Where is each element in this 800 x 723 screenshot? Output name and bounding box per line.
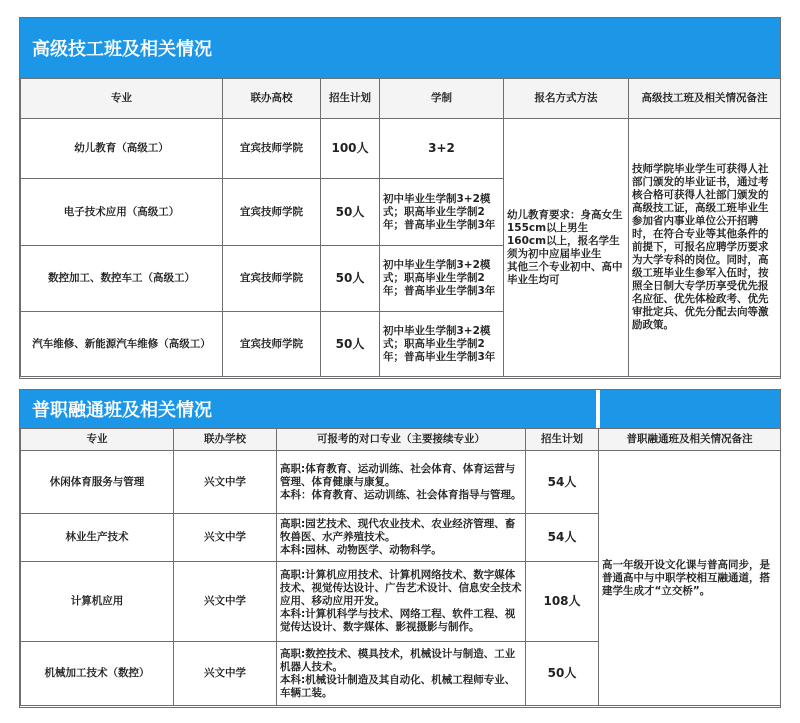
system-cell: 初中毕业生学制3+2模式；职高毕业生学制2年；普高毕业生学制3年: [380, 312, 504, 377]
plan-cell: 50人: [321, 312, 380, 377]
major-cell: 机械加工技术（数控）: [21, 642, 174, 706]
system-cell: 3+2: [380, 119, 504, 179]
target-majors-cell: 高职:园艺技术、现代农业技术、农业经济管理、畜牧兽医、水产养殖技术。 本科:园林、动物医学、动物科学。: [277, 514, 526, 562]
school-cell: 宜宾技师学院: [223, 246, 321, 312]
header-signup: 报名方式方法: [504, 79, 629, 119]
header-major: 专业: [21, 79, 223, 119]
general-vocational-table: [20, 428, 781, 706]
plan-cell: 50人: [526, 642, 599, 706]
title-banner-extension: [600, 390, 780, 428]
school-cell: 宜宾技师学院: [223, 312, 321, 377]
header-system: 学制: [380, 79, 504, 119]
header-plan: 招生计划: [526, 429, 599, 451]
plan-cell: 108人: [526, 562, 599, 642]
header-remarks: 普职融通班及相关情况备注: [599, 429, 781, 451]
major-cell: 计算机应用: [21, 562, 174, 642]
advanced-technician-table: [20, 78, 781, 377]
school-cell: 兴文中学: [174, 451, 277, 514]
header-school: 联办高校: [223, 79, 321, 119]
school-cell: 宜宾技师学院: [223, 119, 321, 179]
major-cell: 汽车维修、新能源汽车维修（高级工）: [21, 312, 223, 377]
table-row: [21, 451, 781, 514]
major-cell: 电子技术应用（高级工）: [21, 179, 223, 246]
advanced-technician-section: [19, 17, 781, 379]
header-remarks: 高级技工班及相关情况备注: [629, 79, 781, 119]
signup-cell: 幼儿教育要求：身高女生155cm以上男生160cm以上，报名学生须为初中应届毕业生 其他三个专业初中、高中毕业生均可: [504, 119, 629, 377]
section-title-advanced-technician: 高级技工班及相关情况: [20, 18, 780, 78]
general-vocational-section: [19, 389, 781, 708]
target-majors-cell: 高职:体育教育、运动训练、社会体育、体育运营与管理、体育健康与康复。 本科：体育教育、运动训练、社会体育指导与管理。: [277, 451, 526, 514]
major-cell: 幼儿教育（高级工）: [21, 119, 223, 179]
table-row: [21, 119, 781, 179]
header-school: 联办学校: [174, 429, 277, 451]
school-cell: 兴文中学: [174, 514, 277, 562]
system-cell: 初中毕业生学制3+2模式；职高毕业生学制2年；普高毕业生学制3年: [380, 179, 504, 246]
section-title-general-vocational: 普职融通班及相关情况: [20, 390, 598, 428]
table-header-row: [21, 429, 781, 451]
major-cell: 林业生产技术: [21, 514, 174, 562]
plan-cell: 50人: [321, 246, 380, 312]
plan-cell: 100人: [321, 119, 380, 179]
header-target-majors: 可报考的对口专业（主要接续专业）: [277, 429, 526, 451]
header-major: 专业: [21, 429, 174, 451]
table-header-row: [21, 79, 781, 119]
remarks-cell: 技师学院毕业学生可获得人社部门颁发的毕业证书，通过考核合格可获得人社部门颁发的高级技工证，高级工班毕业生参加省内事业单位公开招聘时，在符合专业等其他条件的前提下，可报名应聘学历要求为大学专科的岗位。同时，高级工班毕业生参军入伍时，按照全日制大专学历享受优先报名应征、优先体检政考、优先审批定兵、优先分配去向等激励政策。: [629, 119, 781, 377]
school-cell: 兴文中学: [174, 642, 277, 706]
plan-cell: 54人: [526, 451, 599, 514]
plan-cell: 54人: [526, 514, 599, 562]
target-majors-cell: 高职:计算机应用技术、计算机网络技术、数字媒体技术、视觉传达设计、广告艺术设计、信息安全技术应用、移动应用开发。 本科:计算机科学与技术、网络工程、软件工程、视觉传达设计、数字媒体、影视摄影与制作。: [277, 562, 526, 642]
school-cell: 兴文中学: [174, 562, 277, 642]
remarks-cell: 高一年级开设文化课与普高同步，是普通高中与中职学校相互融通道，搭建学生成才“立交桥”。: [599, 451, 781, 706]
major-cell: 数控加工、数控车工（高级工）: [21, 246, 223, 312]
header-plan: 招生计划: [321, 79, 380, 119]
target-majors-cell: 高职:数控技术、模具技术，机械设计与制造、工业机器人技术。 本科:机械设计制造及其自动化、机械工程师专业、车辆工装。: [277, 642, 526, 706]
school-cell: 宜宾技师学院: [223, 179, 321, 246]
plan-cell: 50人: [321, 179, 380, 246]
major-cell: 休闲体育服务与管理: [21, 451, 174, 514]
system-cell: 初中毕业生学制3+2模式；职高毕业生学制2年；普高毕业生学制3年: [380, 246, 504, 312]
